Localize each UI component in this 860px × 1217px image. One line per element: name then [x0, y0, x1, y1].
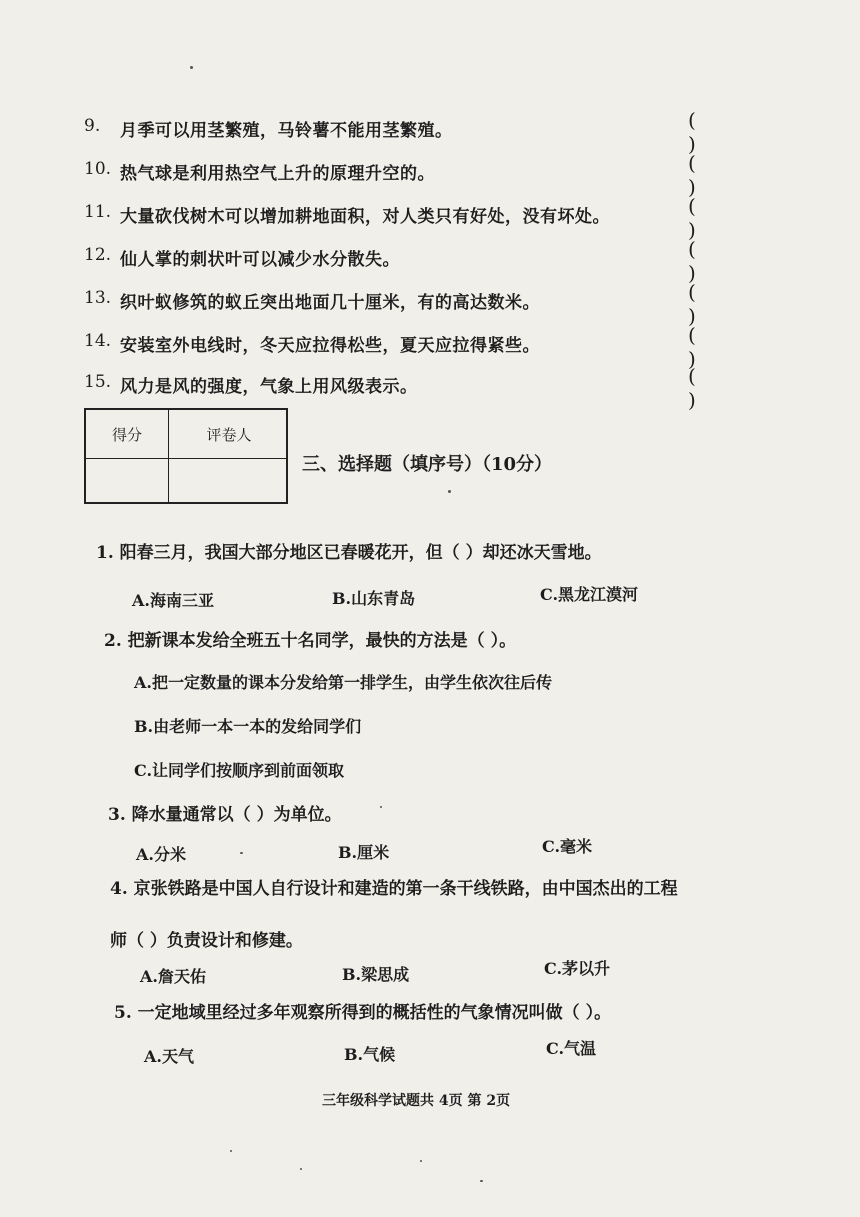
option-b[interactable]: B.山东青岛: [332, 589, 416, 608]
option-b[interactable]: B.由老师一本一本的发给同学们: [134, 717, 362, 736]
question-number: 13.: [84, 288, 112, 308]
question-text: 仙人掌的刺状叶可以减少水分散失。: [120, 250, 400, 270]
option-c[interactable]: C.气温: [546, 1039, 597, 1058]
mc-question-4: 4. 京张铁路是中国人自行设计和建造的第一条干线铁路，由中国杰出的工程: [110, 879, 678, 899]
option-c[interactable]: C.黑龙江漠河: [540, 585, 639, 604]
option-c[interactable]: C.让同学们按顺序到前面领取: [134, 761, 345, 780]
option-b[interactable]: B.梁思成: [342, 965, 410, 984]
score-box-row-divider: [86, 458, 286, 459]
question-text: 月季可以用茎繁殖，马铃薯不能用茎繁殖。: [120, 121, 453, 141]
question-number: 11.: [84, 202, 112, 222]
scan-speck: [380, 806, 382, 808]
question-text: 安装室外电线时，冬天应拉得松些，夏天应拉得紧些。: [120, 336, 540, 356]
mc-question-3: 3. 降水量通常以（ ）为单位。: [108, 805, 342, 825]
grader-label: 评卷人: [206, 426, 252, 444]
question-number: 10.: [84, 159, 112, 179]
answer-blank[interactable]: ( ): [688, 108, 730, 156]
scan-speck: [240, 852, 243, 854]
tf-question-13: [84, 280, 774, 328]
scan-speck: [480, 1180, 483, 1182]
scan-speck: [230, 1150, 232, 1152]
option-c[interactable]: C.茅以升: [544, 959, 611, 978]
page-footer: 三年级科学试题共 4页 第 2页: [322, 1093, 511, 1109]
option-b[interactable]: B.气候: [344, 1045, 396, 1064]
scan-speck: [420, 1160, 422, 1162]
question-text: 织叶蚁修筑的蚁丘突出地面几十厘米，有的高达数米。: [120, 293, 540, 313]
option-a[interactable]: A.把一定数量的课本分发给第一排学生，由学生依次往后传: [134, 673, 552, 692]
tf-question-12: [84, 237, 774, 285]
question-text: 大量砍伐树木可以增加耕地面积，对人类只有好处，没有坏处。: [120, 207, 610, 227]
score-label: 得分: [111, 426, 142, 444]
tf-question-9: [84, 108, 774, 156]
answer-blank[interactable]: ( ): [688, 194, 730, 242]
option-a[interactable]: A.海南三亚: [132, 591, 214, 610]
question-number: 14.: [84, 331, 112, 351]
score-box-divider: [168, 410, 169, 502]
option-a[interactable]: A.分米: [136, 845, 186, 864]
score-box: [84, 408, 288, 504]
question-text: 风力是风的强度，气象上用风级表示。: [120, 377, 418, 397]
option-a[interactable]: A.詹天佑: [140, 967, 206, 986]
answer-blank[interactable]: ( ): [688, 151, 730, 199]
question-number: 12.: [84, 245, 112, 265]
tf-question-14: [84, 323, 774, 371]
mc-question-1: 1. 阳春三月，我国大部分地区已春暖花开，但（ ）却还冰天雪地。: [96, 543, 602, 563]
mc-question-2: 2. 把新课本发给全班五十名同学，最快的方法是（ ）。: [104, 631, 517, 651]
answer-blank[interactable]: ( ): [688, 280, 730, 328]
mc-question-4-cont: 师（ ）负责设计和修建。: [110, 931, 303, 951]
mc-question-5: 5. 一定地域里经过多年观察所得到的概括性的气象情况叫做（ ）。: [114, 1003, 612, 1023]
question-number: 9.: [84, 116, 101, 136]
option-a[interactable]: A.天气: [144, 1047, 194, 1066]
question-text: 热气球是利用热空气上升的原理升空的。: [120, 164, 435, 184]
answer-blank[interactable]: ( ): [688, 237, 730, 285]
option-c[interactable]: C.毫米: [542, 837, 593, 856]
tf-question-11: [84, 194, 774, 242]
scan-speck: [448, 490, 451, 493]
section-title: 三、选择题（填序号）（10分）: [302, 454, 553, 475]
answer-blank[interactable]: ( ): [688, 364, 730, 412]
option-b[interactable]: B.厘米: [338, 843, 390, 862]
tf-question-15: [84, 364, 774, 412]
scan-speck: [300, 1168, 302, 1170]
scan-speck: [190, 66, 193, 69]
question-number: 15.: [84, 372, 112, 392]
tf-question-10: [84, 151, 774, 199]
answer-blank[interactable]: ( ): [688, 323, 730, 371]
